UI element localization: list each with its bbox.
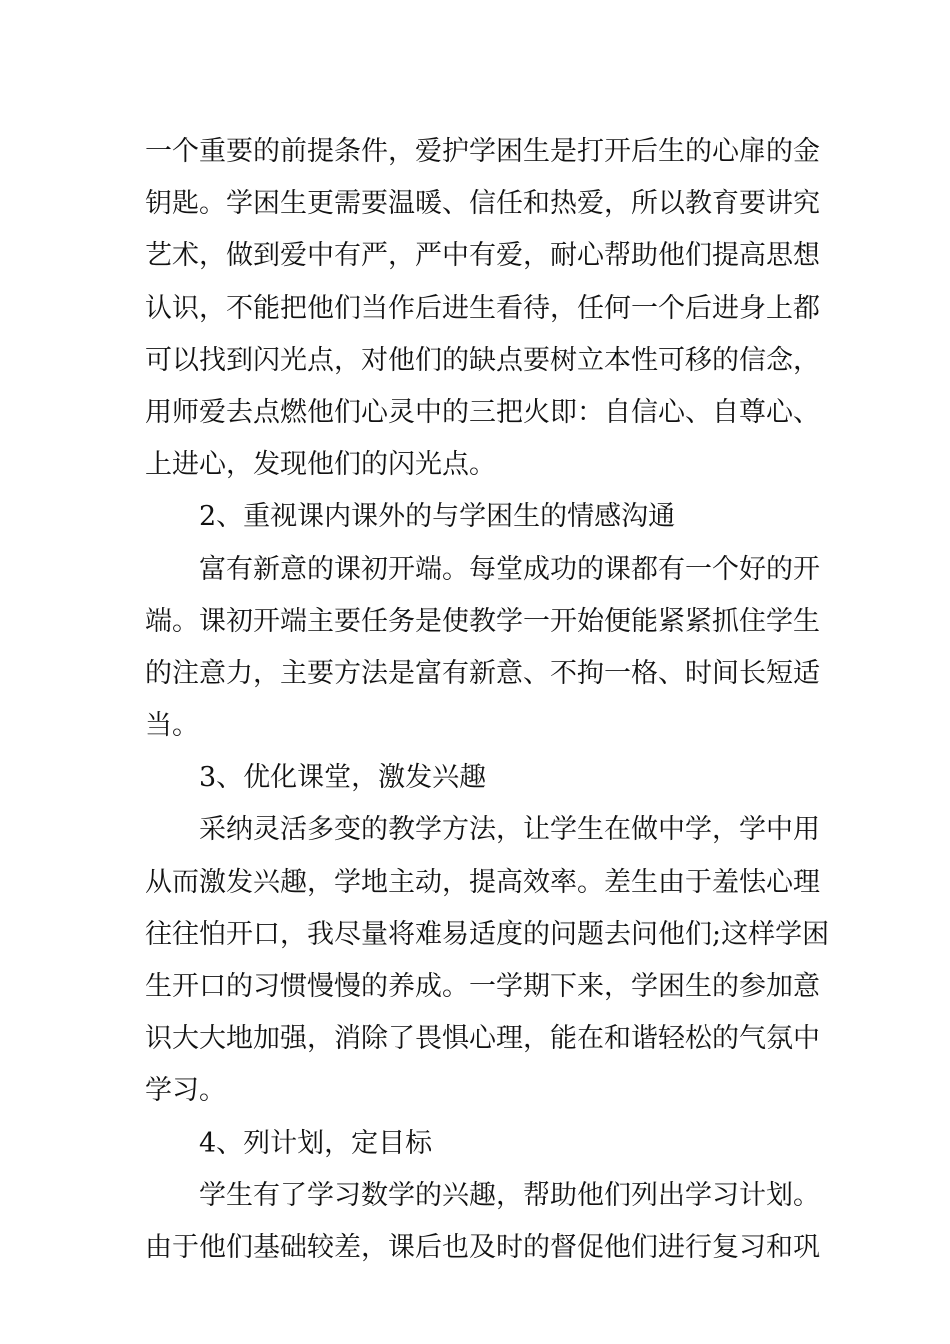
text-line: 生开口的习惯慢慢的养成。一学期下来，学困生的参加意: [145, 971, 820, 1002]
text-line: 的注意力，主要方法是富有新意、不拘一格、时间长短适: [145, 657, 820, 689]
text-line: 学习。: [145, 1075, 226, 1107]
text-line: 钥匙。学困生更需要温暖、信任和热爱，所以教育要讲究: [145, 188, 820, 220]
text-line: 由于他们基础较差，课后也及时的督促他们进行复习和巩: [145, 1231, 820, 1263]
text-line: 当。: [145, 710, 199, 742]
paragraph-first-line: 富有新意的课初开端。每堂成功的课都有一个好的开: [199, 553, 820, 585]
text-line: 可以找到闪光点，对他们的缺点要树立本性可移的信念，: [145, 344, 820, 376]
section-heading: 3、优化课堂，激发兴趣: [199, 762, 487, 794]
text-line: 上进心，发现他们的闪光点。: [145, 449, 496, 481]
text-line: 艺术，做到爱中有严，严中有爱，耐心帮助他们提高思想: [145, 240, 820, 272]
document-body: [145, 126, 830, 1274]
section-heading: 4、列计划，定目标: [199, 1127, 433, 1159]
paragraph-first-line: 学生有了学习数学的兴趣，帮助他们列出学习计划。: [199, 1179, 820, 1211]
text-line: 从而激发兴趣，学地主动，提高效率。差生由于羞怯心理: [145, 866, 820, 898]
text-line: 一个重要的前提条件，爱护学困生是打开后生的心扉的金: [145, 136, 820, 167]
text-line: 识大大地加强，消除了畏惧心理，能在和谐轻松的气氛中: [145, 1023, 820, 1055]
paragraph-first-line: 采纳灵活多变的教学方法，让学生在做中学，学中用: [199, 814, 820, 846]
text-line: 端。课初开端主要任务是使教学一开始便能紧紧抓住学生: [145, 605, 820, 637]
text-line: 往往怕开口，我尽量将难易适度的问题去问他们;这样学困: [145, 918, 830, 950]
text-line: 用师爱去点燃他们心灵中的三把火即：自信心、自尊心、: [145, 396, 820, 428]
text-line: 认识，不能把他们当作后进生看待，任何一个后进身上都: [145, 292, 820, 324]
section-heading: 2、重视课内课外的与学困生的情感沟通: [199, 501, 676, 533]
